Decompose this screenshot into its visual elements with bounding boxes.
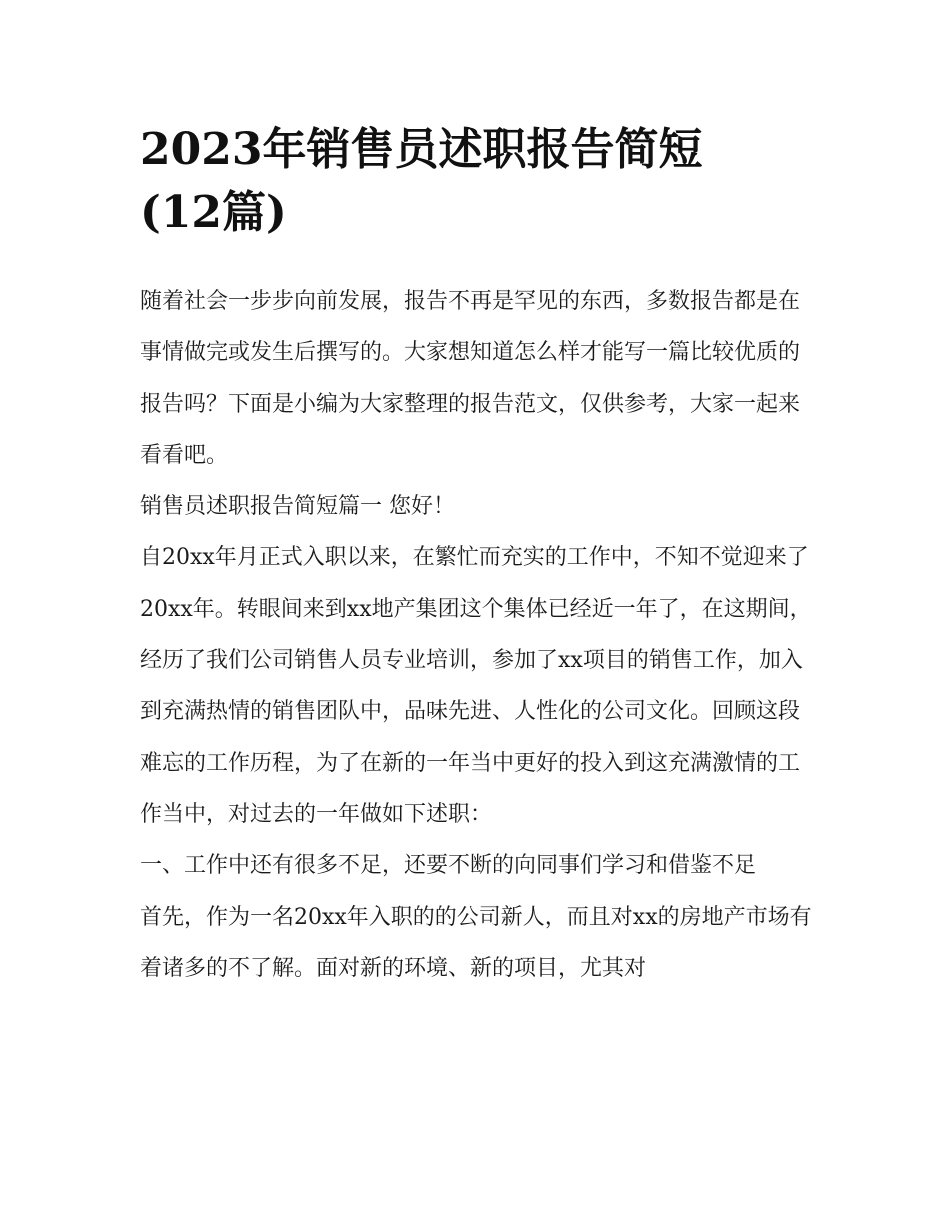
intro-paragraph: 随着社会一步步向前发展，报告不再是罕见的东西，多数报告都是在事情做完或发生后撰写的。大家想知道怎么样才能写一篇比较优质的报告吗？下面是小编为大家整理的报告范文，仅供参考，大家一起来看看吧。 [140,289,801,468]
title-line-1: 2023年销售员述职报告简短 [140,124,703,175]
body-paragraph: 自20xx年月正式入职以来，在繁忙而充实的工作中，不知不觉迎来了20xx年。转眼间来到xx地产集团这个集体已经近一年了，在这期间，经历了我们公司销售人员专业培训，参加了xx项目的销售工作，加入到充满热情的销售团队中，品味先进、人性化的公司文化。回顾这段难忘的工作历程，为了在新的一年当中更好的投入到这充满激情的工作当中，对过去的一年做如下述职： [140,545,812,827]
section-heading-part-1: 销售员述职报告简短篇一 您好！ [140,494,455,520]
body-paragraph: 首先，作为一名20xx年入职的的公司新人，而且对xx的房地产市场有着诸多的不了解。面对新的环境、新的项目，尤其对 [140,904,812,981]
subsection-heading: 一、工作中还有很多不足，还要不断的向同事们学习和借鉴不足 [140,853,757,879]
document-body [140,276,815,994]
document-title [140,118,820,244]
title-line-2: (12篇) [140,187,287,238]
